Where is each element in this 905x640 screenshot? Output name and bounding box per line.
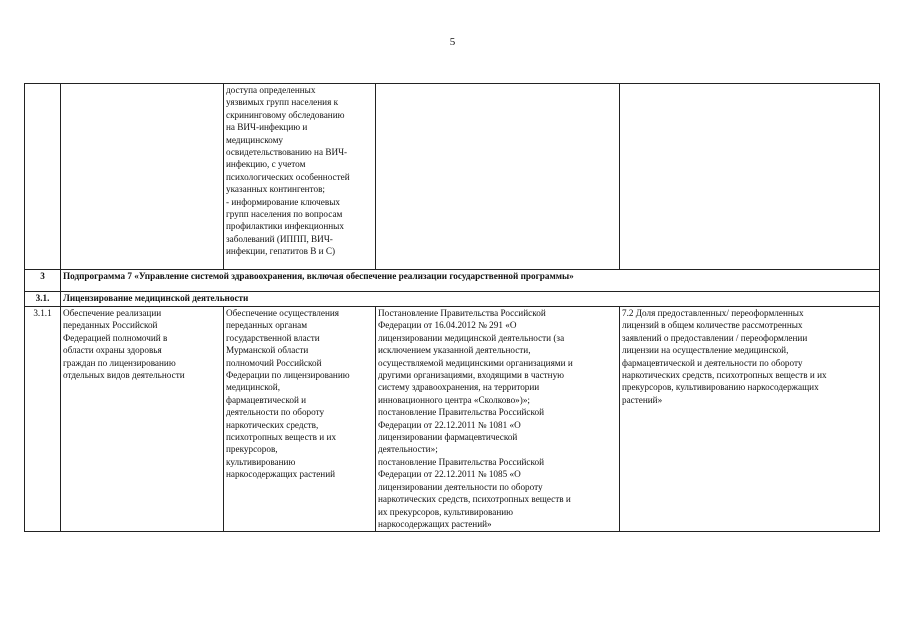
cont-description-cell: доступа определенных уязвимых групп населения к скрининговому обследованию на ВИЧ-инфекцию и медицинскому освидетельствованию на ВИЧ- инфекцию, с учетом психологических особенностей указанных контингентов; - информирование ключевых групп населения по вопросам профилактики инфекционных заболеваний (ИППП, ВИЧ- инфекции, гепатитов В и С): [224, 84, 376, 270]
section-number: 3.1.: [25, 292, 61, 307]
section-row: [25, 292, 880, 307]
program-table: [24, 83, 880, 532]
continuation-row: [25, 84, 880, 270]
cont-number-cell: [25, 84, 61, 270]
cont-indicator-cell: [620, 84, 880, 270]
cont-name-cell: [61, 84, 224, 270]
page-number: 5: [449, 36, 456, 48]
subprogram-row: [25, 270, 880, 292]
subprogram-title: Подпрограмма 7 «Управление системой здравоохранения, включая обеспечение реализации государственной программы»: [61, 270, 880, 292]
item-legal-basis: Постановление Правительства Российской Федерации от 16.04.2012 № 291 «О лицензировании медицинской деятельности (за исключением указанной деятельности, осуществляемой медицинскими организациями и другими организациями, входящими в частную систему здравоохранения, на территории инновационного центра «Сколково»)»; постановление Правительства Российской Федерации от 22.12.2011 № 1081 «О лицензировании фармацевтической деятельности»; постановление Правительства Российской Федерации от 22.12.2011 № 1085 «О лицензировании деятельности по обороту наркотических средств, психотропных веществ и их прекурсоров, культивированию наркосодержащих растений»: [376, 307, 620, 532]
item-row: [25, 307, 880, 532]
item-number: 3.1.1: [25, 307, 61, 532]
subprogram-number: 3: [25, 270, 61, 292]
section-title: Лицензирование медицинской деятельности: [61, 292, 880, 307]
item-description: Обеспечение осуществления переданных органам государственной власти Мурманской области полномочий Российской Федерации по лицензированию медицинской, фармацевтической и деятельности по обороту наркотических средств, психотропных веществ и их прекурсоров, культивированию наркосодержащих растений: [224, 307, 376, 532]
item-name: Обеспечение реализации переданных Российской Федерацией полномочий в области охраны здоровья граждан по лицензированию отдельных видов деятельности: [61, 307, 224, 532]
cont-legal-cell: [376, 84, 620, 270]
item-indicator: 7.2 Доля предоставленных/ переоформленных лицензий в общем количестве рассмотренных заявлений о предоставлении / переоформлении лицензии на осуществление медицинской, фармацевтической и деятельности по обороту наркотических средств, психотропных веществ и их прекурсоров, культивированию наркосодержащих растений»: [620, 307, 880, 532]
